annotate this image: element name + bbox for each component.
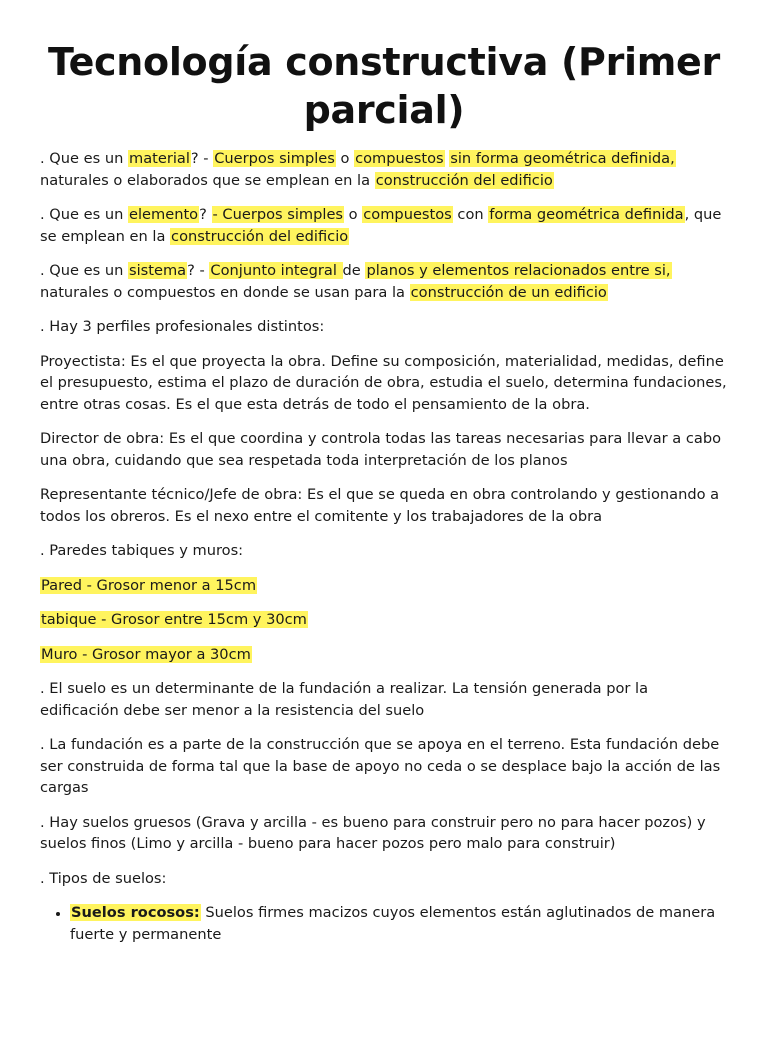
paragraph-fundacion: . La fundación es a parte de la construcción que se apoya en el terreno. Esta fundación debe ser construida de forma tal que la base de apoyo no ceda o se desplace bajo la acción de las cargas xyxy=(40,736,721,796)
paragraph-director: Director de obra: Es el que coordina y controla todas las tareas necesarias para llevar a cabo una obra, cuidando que sea respetada toda interpretación de los planos xyxy=(40,430,722,469)
page-title: Tecnología constructiva (Primer parcial) xyxy=(48,40,720,132)
text-run: . Que es un xyxy=(40,262,128,279)
list-item-term: Suelos rocosos: xyxy=(71,904,200,921)
paragraph-paredes: . Paredes tabiques y muros: xyxy=(40,542,244,559)
list-item xyxy=(70,902,728,945)
highlighted-text: Conjunto integral xyxy=(210,262,342,279)
highlighted-text: construcción del edificio xyxy=(375,171,553,189)
paragraph-suelo: . El suelo es un determinante de la fundación a realizar. La tensión generada por la edificación debe ser menor a la resistencia del suelo xyxy=(40,680,649,719)
highlighted-text: construcción de un edificio xyxy=(410,283,607,301)
highlighted-text: compuestos xyxy=(363,206,452,223)
text-run: naturales o elaborados que se emplean en la xyxy=(40,171,375,189)
paragraph-tabique xyxy=(40,609,728,631)
text-run: , que se emplean en la xyxy=(40,206,722,245)
paragraph-proyectista: Proyectista: Es el que proyecta la obra. Define su composición, materialidad, medidas, define el presupuesto, estima el plazo de duración de obra, estudia el suelo, determina fundaciones, entre otras cosas. Es el que esta detrás de todo el pensamiento de la obra. xyxy=(40,352,727,413)
text-run: con xyxy=(452,206,489,223)
text-run: . Que es un xyxy=(40,206,128,223)
highlighted-text: planos y elementos relacionados entre si, xyxy=(366,262,671,279)
highlighted-text: tabique - Grosor entre 15cm y 30cm xyxy=(41,611,307,628)
highlighted-text: Muro - Grosor mayor a 30cm xyxy=(41,645,251,663)
highlighted-text: material xyxy=(129,150,190,167)
paragraph-sistema xyxy=(40,260,728,303)
paragraph-representante: Representante técnico/Jefe de obra: Es el que se queda en obra controlando y gestionando a todos los obreros. Es el nexo entre el comitente y los trabajadores de la obra xyxy=(40,486,720,525)
highlighted-text: compuestos xyxy=(355,150,444,167)
paragraph-tipos-suelos: . Tipos de suelos: xyxy=(40,869,167,887)
highlighted-text: sin forma geométrica definida, xyxy=(450,150,675,167)
document-page xyxy=(0,38,768,945)
text-run: ? - xyxy=(190,150,214,167)
text-run: naturales o compuestos en donde se usan para la xyxy=(40,283,410,301)
highlighted-text: Pared - Grosor menor a 15cm xyxy=(41,576,257,594)
soil-types-list xyxy=(40,902,728,945)
highlighted-text: sistema xyxy=(129,262,187,279)
paragraph-material xyxy=(40,148,728,191)
text-run: o xyxy=(335,150,355,167)
highlighted-text: elemento xyxy=(129,206,199,223)
paragraph-muro xyxy=(40,644,728,666)
list-item-text: Suelos firmes macizos cuyos elementos están aglutinados de manera fuerte y permanente xyxy=(70,904,716,943)
text-run: ? - xyxy=(187,262,210,279)
paragraph-pared xyxy=(40,575,728,597)
text-run: . Que es un xyxy=(40,150,128,167)
paragraph-suelos-gruesos: . Hay suelos gruesos (Grava y arcilla - es bueno para construir pero no para hacer pozos) y suelos finos (Limo y arcilla - bueno para hacer pozos pero malo para construir) xyxy=(40,813,706,852)
highlighted-text: forma geométrica definida xyxy=(489,206,684,223)
highlighted-text: - Cuerpos simples xyxy=(212,206,344,223)
highlighted-text: construcción del edificio xyxy=(171,227,349,245)
highlighted-text: Cuerpos simples xyxy=(214,150,335,167)
text-run: ? xyxy=(199,206,212,223)
text-run: de xyxy=(342,262,366,279)
paragraph-elemento xyxy=(40,204,728,247)
text-run: o xyxy=(344,206,363,223)
paragraph-perfiles: . Hay 3 perfiles profesionales distintos: xyxy=(40,318,325,335)
